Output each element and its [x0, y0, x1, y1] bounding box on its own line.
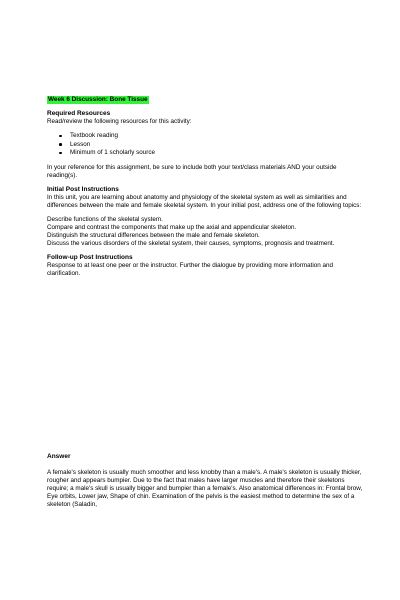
bullet-icon [59, 152, 62, 155]
topic-item: Distinguish the structural differences between the male and female skeleton. [47, 231, 260, 239]
reference-note: In your reference for this assignment, be sure to include both your text/class materials AND your outside reading(s). [47, 163, 337, 179]
list-item [59, 149, 365, 158]
bullet-icon [59, 135, 62, 138]
followup-post-text: Response to at least one peer or the instructor. Further the dialogue by providing more information and clarification. [47, 261, 333, 277]
resource-item-label: Minimum of 1 scholarly source [70, 149, 156, 156]
answer-heading: Answer [47, 453, 71, 460]
topic-item: Describe functions of the skeletal system. [47, 215, 163, 223]
document-body [47, 96, 365, 278]
resource-item-label: Textbook reading [70, 132, 118, 139]
followup-post-heading: Follow-up Post Instructions [47, 253, 133, 261]
initial-post-intro: In this unit, you are learning about anatomy and physiology of the skeletal system as well as similarities and differences between the male and female skeletal system. In your initial post, address one of the following topics: [47, 193, 362, 209]
answer-text: A female's skeleton is usually much smoother and less knobby than a male's. A male's skeleton is usually thicker, rougher and appears bumpier. Due to the fact that males have larger muscles and therefore their skeletons require; a male's skull is usually bigger and bumpier than a female's. Also anatomical differences in: Frontal brow, Eye orbits, Lower jaw, Shape of chin. Examination of the pelvis is the easiest method to determine the sex of a skeleton (Saladin, [47, 469, 363, 508]
answer-section [47, 453, 365, 509]
required-resources-heading: Required Resources [47, 110, 111, 117]
required-resources-intro: Read/review the following resources for this activity: [47, 118, 192, 125]
resources-list [47, 132, 365, 158]
list-item [59, 132, 365, 141]
topic-item: Discuss the various disorders of the skeletal system, their causes, symptoms, prognosis and treatment. [47, 239, 335, 247]
initial-post-heading: Initial Post Instructions [47, 185, 119, 193]
bullet-icon [59, 143, 62, 146]
document-title: Week 6 Discussion: Bone Tissue [48, 96, 148, 103]
resource-item-label: Lesson [70, 140, 91, 148]
topic-item: Compare and contrast the components that make up the axial and appendicular skeleton. [47, 223, 297, 231]
list-item [59, 141, 365, 150]
